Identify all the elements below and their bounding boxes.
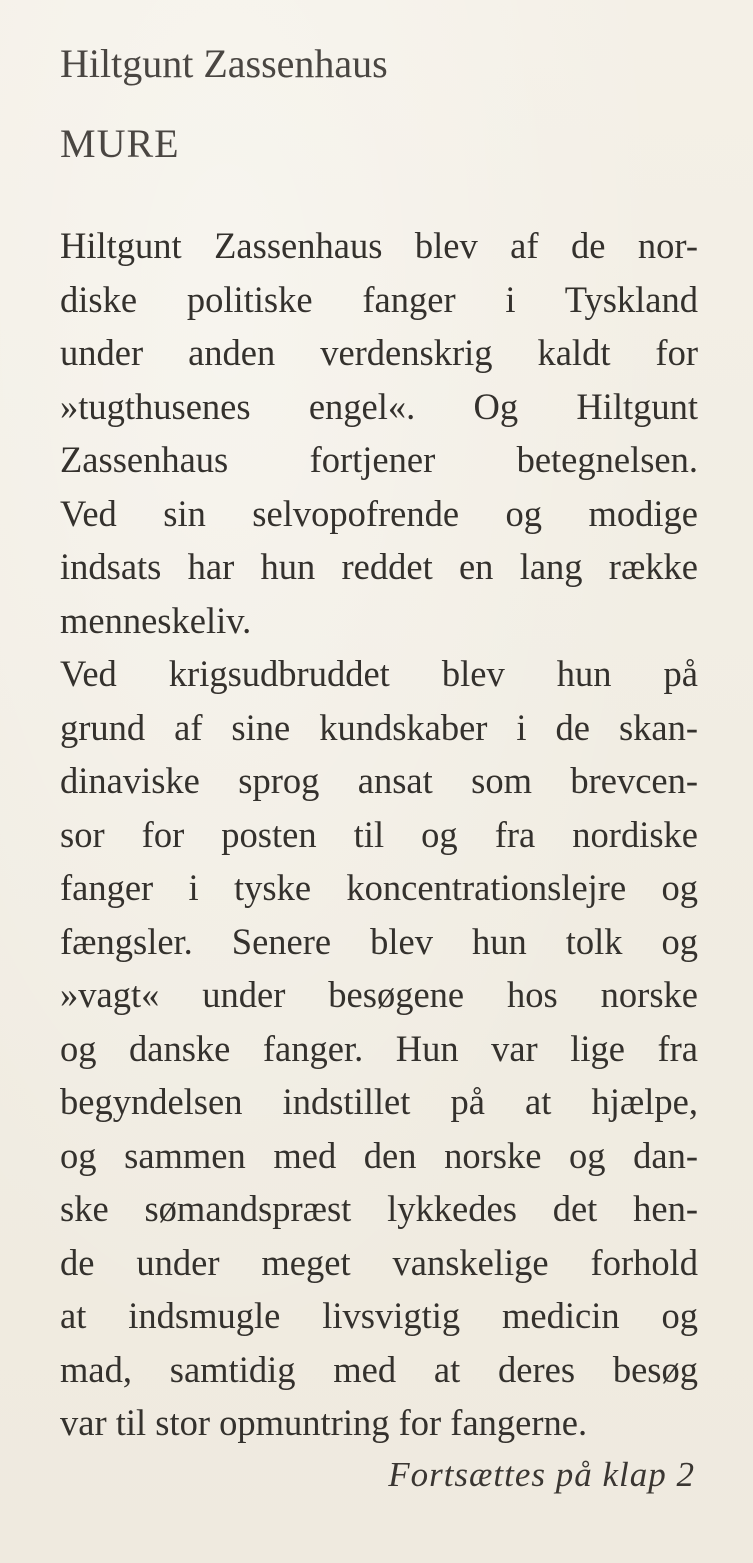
blurb-line: fanger i tyske koncentrationslejre og	[60, 867, 698, 908]
blurb-line: begyndelsen indstillet på at hjælpe,	[60, 1081, 698, 1122]
blurb-line: at indsmugle livsvigtig medicin og	[60, 1295, 698, 1336]
blurb-line: under anden verdenskrig kaldt for	[60, 332, 698, 373]
blurb-line: fængsler. Senere blev hun tolk og	[60, 920, 698, 962]
blurb-line: og sammen med den norske og dan-	[60, 1134, 698, 1176]
blurb-line: indsats har hun reddet en lang række	[60, 546, 698, 587]
author-name: Hiltgunt Zassenhaus	[60, 41, 388, 86]
blurb-line: mad, samtidig med at deres besøg	[60, 1348, 698, 1390]
blurb-line: og danske fanger. Hun var lige fra	[60, 1027, 698, 1069]
book-title: MURE	[60, 121, 180, 166]
blurb-line: sor for posten til og fra nordiske	[60, 813, 698, 855]
blurb-line: grund af sine kundskaber i de skan-	[60, 706, 698, 748]
blurb-line: menneskeliv.	[60, 599, 252, 641]
blurb-line: »tugthusenes engel«. Og Hiltgunt	[60, 385, 698, 427]
blurb-text	[60, 219, 698, 1450]
blurb-line: de under meget vanskelige forhold	[60, 1241, 698, 1283]
blurb-line: ske sømandspræst lykkedes det hen-	[60, 1188, 698, 1229]
blurb-line: Ved krigsudbruddet blev hun på	[60, 653, 698, 694]
blurb-line: »vagt« under besøgene hos norske	[60, 974, 698, 1015]
continued-note: Fortsættes på klap 2	[388, 1455, 695, 1494]
blurb-line: diske politiske fanger i Tyskland	[60, 278, 698, 320]
blurb-line: dinaviske sprog ansat som brevcen-	[60, 760, 698, 801]
blurb-line: var til stor opmuntring for fangerne.	[60, 1402, 588, 1443]
blurb-line: Zassenhaus fortjener betegnelsen.	[60, 439, 698, 480]
blurb-line: Hiltgunt Zassenhaus blev af de nor-	[60, 225, 698, 266]
blurb-line: Ved sin selvopofrende og modige	[60, 492, 698, 534]
